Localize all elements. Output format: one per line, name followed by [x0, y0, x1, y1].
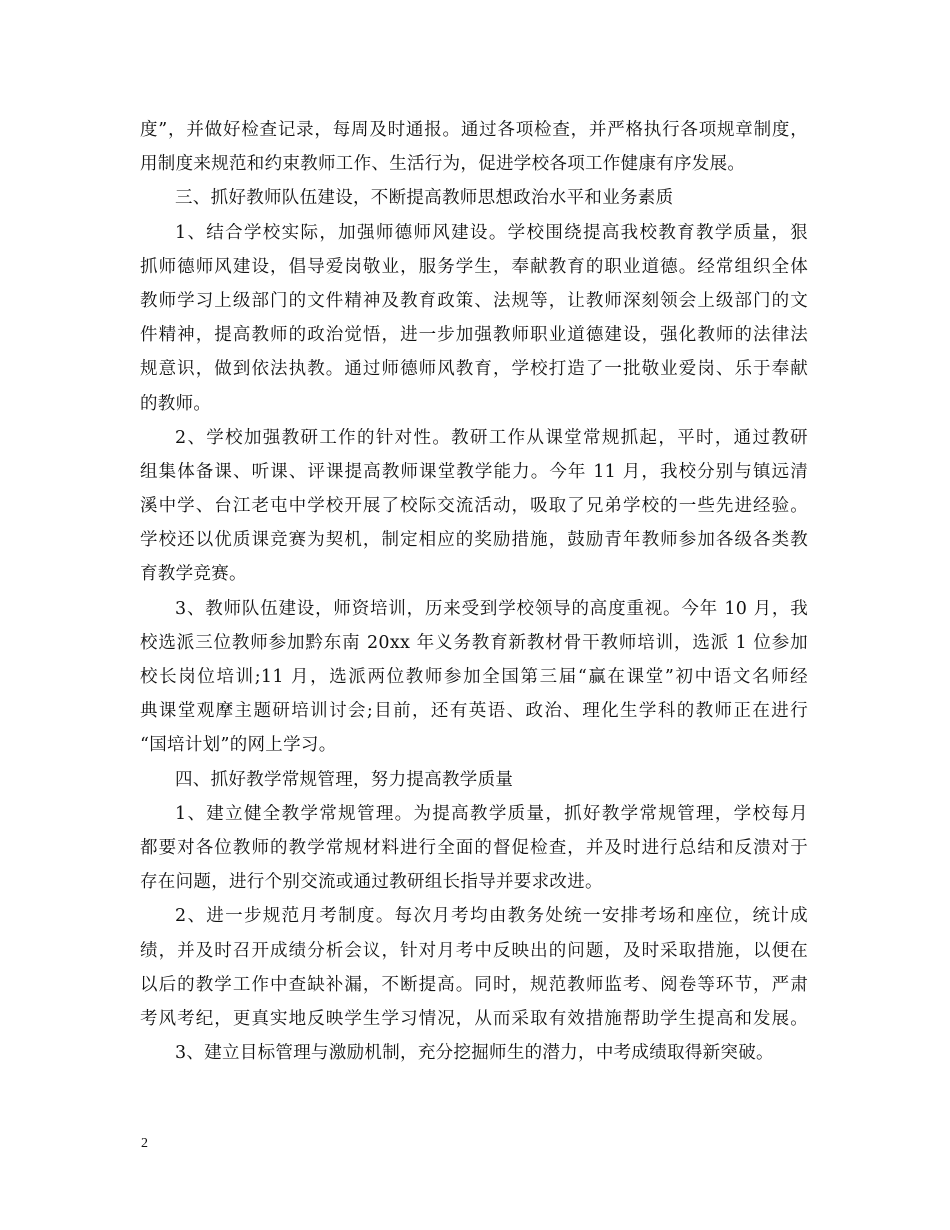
text-line: 度”，并做好检查记录，每周及时通报。通过各项检查，并严格执行各项规章制度， [140, 120, 808, 140]
text-line: 教师学习上级部门的文件精神及教育政策、法规等，让教师深刻领会上级部门的文 [140, 290, 808, 311]
document-body [140, 113, 808, 1070]
text-line: 组集体备课、听课、评课提高教师课堂教学能力。今年 11 月，我校分别与镇远清 [140, 461, 808, 482]
text-line: 用制度来规范和约束教师工作、生活行为，促进学校各项工作健康有序发展。 [140, 154, 746, 175]
text-line: 校选派三位教师参加黔东南 20xx 年义务教育新教材骨干教师培训，选派 1 位参加 [140, 632, 808, 653]
text-line: 抓师德师风建设，倡导爱岗敬业，服务学生，奉献教育的职业道德。经常组织全体 [140, 256, 808, 277]
text-line: 校长岗位培训;11 月，选派两位教师参加全国第三届“赢在课堂”初中语文名师经 [140, 667, 808, 687]
text-line: 考风考纪，更真实地反映学生学习情况，从而采取有效措施帮助学生提高和发展。 [140, 1008, 808, 1029]
text-line: 绩，并及时召开成绩分析会议，针对月考中反映出的问题，及时采取措施，以便在 [140, 940, 808, 961]
text-line: 规意识，做到依法执教。通过师德师风教育，学校打造了一批敬业爱岗、乐于奉献 [140, 359, 808, 380]
page-number: 2 [141, 1136, 148, 1151]
text-line: 2、进一步规范月考制度。每次月考均由教务处统一安排考场和座位，统计成 [175, 906, 808, 927]
text-line: 3、建立目标管理与激励机制，充分挖掘师生的潜力，中考成绩取得新突破。 [175, 1043, 774, 1064]
text-line: 四、抓好教学常规管理，努力提高教学质量 [175, 769, 514, 790]
text-line: 以后的教学工作中查缺补漏，不断提高。同时，规范教师监考、阅卷等环节，严肃 [140, 974, 808, 995]
text-line: 1、结合学校实际，加强师德师风建设。学校围绕提高我校教育教学质量，狠 [175, 222, 808, 243]
text-line: “国培计划”的网上学习。 [140, 735, 337, 756]
text-line: 育教学竞赛。 [140, 564, 247, 585]
text-line: 的教师。 [140, 393, 212, 414]
text-line: 1、建立健全教学常规管理。为提高教学质量，抓好教学常规管理，学校每月 [175, 803, 808, 824]
text-line: 3、教师队伍建设，师资培训，历来受到学校领导的高度重视。今年 10 月，我 [175, 598, 808, 619]
text-line: 存在问题，进行个别交流或通过教研组长指导并要求改进。 [140, 872, 603, 893]
text-line: 典课堂观摩主题研培训讨会;目前，还有英语、政治、理化生学科的教师正在进行 [140, 701, 808, 722]
text-line: 都要对各位教师的教学常规材料进行全面的督促检查，并及时进行总结和反溃对于 [140, 837, 808, 858]
text-line: 件精神，提高教师的政治觉悟，进一步加强教师职业道德建设，强化教师的法律法 [140, 325, 808, 346]
text-line: 溪中学、台江老屯中学校开展了校际交流活动，吸取了兄弟学校的一些先进经验。 [140, 496, 808, 517]
text-line: 三、抓好教师队伍建设，不断提高教师思想政治水平和业务素质 [175, 188, 674, 209]
text-line: 2、学校加强教研工作的针对性。教研工作从课堂常规抓起，平时，通过教研 [175, 427, 808, 448]
text-line: 学校还以优质课竞赛为契机，制定相应的奖励措施，鼓励青年教师参加各级各类教 [140, 530, 808, 551]
